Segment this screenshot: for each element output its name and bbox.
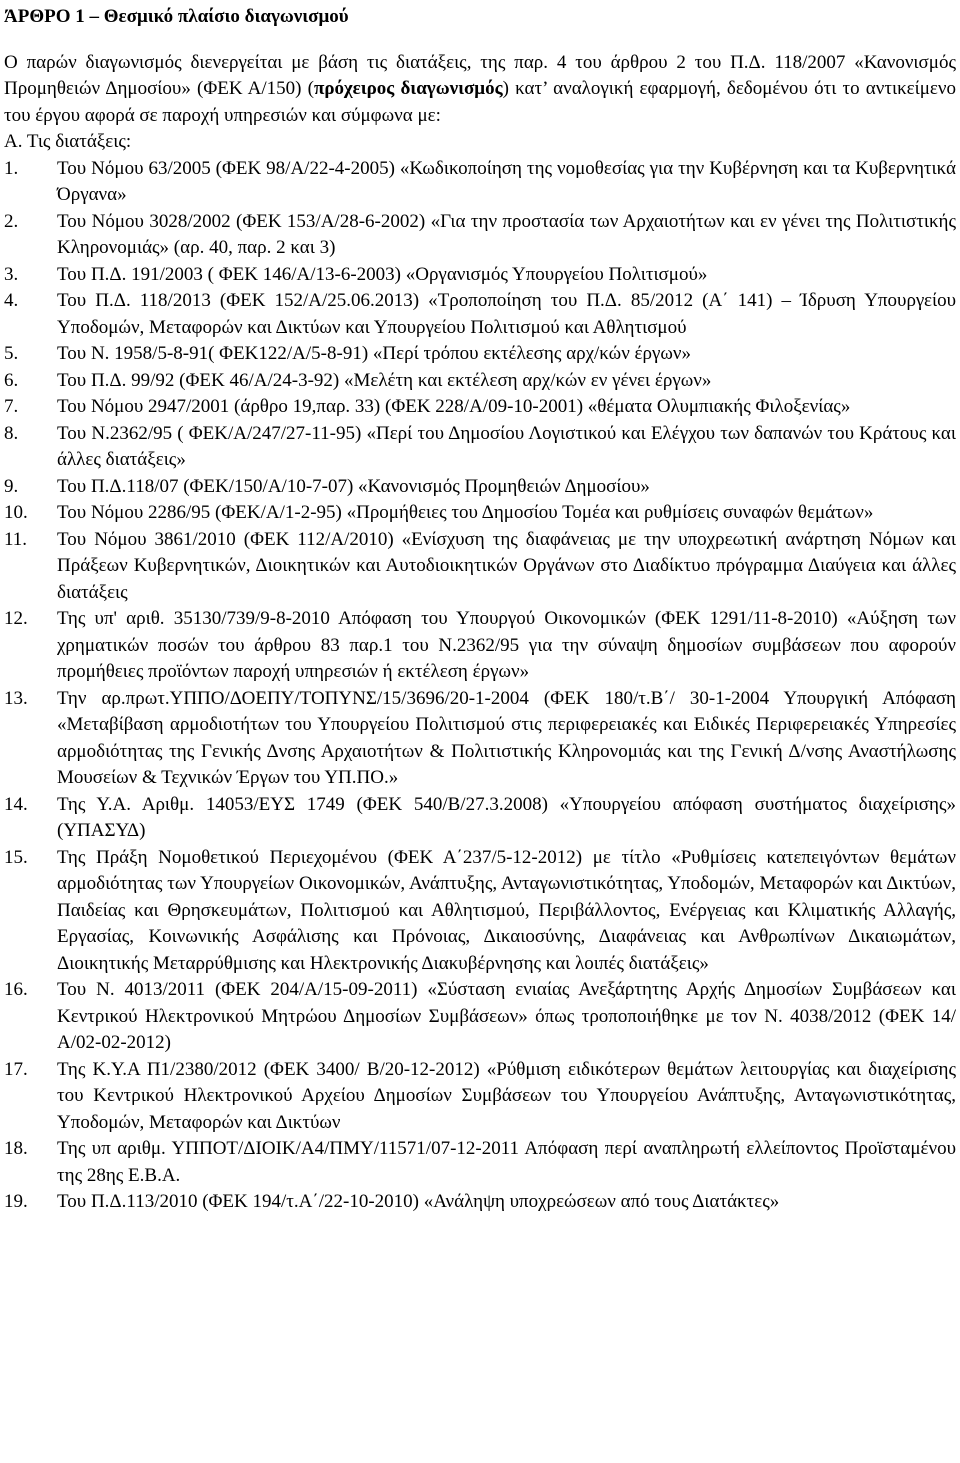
item-text: Του Ν.2362/95 ( ΦΕΚ/Α/247/27-11-95) «Περί του Δημοσίου Λογιστικού και Ελέγχου των δαπανών του Κράτους και άλλες διατάξεις» <box>57 422 956 470</box>
intro-bold-text: πρόχειρος διαγωνισμός <box>313 78 503 99</box>
item-number: 4. <box>4 290 19 311</box>
list-item <box>4 792 956 845</box>
list-item <box>4 262 956 289</box>
item-number: 1. <box>4 157 19 179</box>
item-number: 14. <box>4 793 28 815</box>
list-item <box>4 606 956 686</box>
item-text: Της υπ αριθμ. ΥΠΠΟΤ/ΔΙΟΙΚ/Α4/ΠΜΥ/11571/07-12-2011 Απόφαση περί αναπληρωτή ελλείποντος Προϊσταμένου της 28ης Ε.Β.Α. <box>57 1138 956 1186</box>
list-item <box>4 686 956 792</box>
item-text: Του Π.Δ.113/2010 (ΦΕΚ 194/τ.Α΄/22-10-2010) «Ανάληψη υποχρεώσεων από τους Διατάκτες» <box>57 1191 780 1212</box>
list-item <box>4 421 956 474</box>
list-item <box>4 368 956 395</box>
list-item <box>4 288 956 341</box>
item-number: 6. <box>4 369 19 391</box>
item-number: 16. <box>4 979 28 1000</box>
item-text: Του Ν. 4013/2011 (ΦΕΚ 204/Α/15-09-2011) «Σύσταση ενιαίας Ανεξάρτητης Αρχής Δημοσίων Συμβάσεων και Κεντρικού Ηλεκτρονικού Μητρώου Δημοσίων Συμβάσεων» όπως τροποποιήθηκε με τον Ν. 4038/2012 (ΦΕΚ 14/Α/02-02-2012) <box>57 979 956 1053</box>
item-text: Του Π.Δ.118/07 (ΦΕΚ/150/Α/10-7-07) «Κανονισμός Προμηθειών Δημοσίου» <box>57 475 650 497</box>
item-number: 15. <box>4 846 28 868</box>
item-number: 11. <box>4 528 28 550</box>
item-number: 19. <box>4 1191 28 1212</box>
provisions-list <box>4 156 956 1216</box>
intro-paragraph <box>4 50 956 130</box>
item-text: Την αρ.πρωτ.ΥΠΠΟ/ΔΟΕΠΥ/ΤΟΠΥΝΣ/15/3696/20-1-2004 (ΦΕΚ 180/τ.Β΄/ 30-1-2004 Υπουργική Απόφαση «Μεταβίβαση αρμοδιοτήτων του Υπουργείου Πολιτισμού στις περιφερειακές και Ειδικές Περιφερειακές Υπηρεσίες αρμοδιότητας της Γενικής Δνσης Αρχαιοτήτων & Πολιτιστικής Κληρονομιάς και της Γενική Δ/νσης Αναστήλωσης Μουσείων & Τεχνικών Έργων του ΥΠ.ΠΟ.» <box>57 687 956 788</box>
item-text: Του Νόμου 63/2005 (ΦΕΚ 98/Α/22-4-2005) «Κωδικοποίηση της νομοθεσίας για την Κυβέρνηση και τα Κυβερνητικά Όργανα» <box>57 157 956 205</box>
item-text: Του Π.Δ. 99/92 (ΦΕΚ 46/Α/24-3-92) «Μελέτη και εκτέλεση αρχ/κών εν γένει έργων» <box>57 369 712 391</box>
item-number: 7. <box>4 396 19 417</box>
item-number: 3. <box>4 263 19 285</box>
item-text: Του Ν. 1958/5-8-91( ΦΕΚ122/Α/5-8-91) «Περί τρόπου εκτέλεσης αρχ/κών έργων» <box>57 343 691 364</box>
item-number: 8. <box>4 422 19 444</box>
item-number: 2. <box>4 210 19 232</box>
list-item <box>4 977 956 1057</box>
item-number: 18. <box>4 1138 28 1159</box>
item-text: Του Νόμου 3861/2010 (ΦΕΚ 112/Α/2010) «Ενίσχυση της διαφάνειας με την υποχρεωτική ανάρτηση Νόμων και Πράξεων Κυβερνητικών, Διοικητικών και Αυτοδιοικητικών Οργάνων στο Διαδίκτυο πρόγραμμα Διαύγεια και άλλες διατάξεις <box>57 528 956 603</box>
list-item <box>4 1057 956 1137</box>
item-text: Του Νόμου 3028/2002 (ΦΕΚ 153/Α/28-6-2002) «Για την προστασία των Αρχαιοτήτων και εν γένει της Πολιτιστικής Κληρονομιάς» (αρ. 40, παρ. 2 και 3) <box>57 210 956 258</box>
item-number: 9. <box>4 475 19 497</box>
list-item <box>4 845 956 978</box>
list-item <box>4 527 956 607</box>
item-text: Του Νόμου 2286/95 (ΦΕΚ/Α/1-2-95) «Προμήθειες του Δημοσίου Τομέα και ρυθμίσεις συναφών θεμάτων» <box>57 502 874 523</box>
intro-text-after: ) κατ’ αναλογική εφαρμογή, δεδομένου ότι το αντικείμενο του έργου αφορά σε παροχή υπηρεσιών και σύμφωνα με: <box>4 78 956 126</box>
item-text: Της Κ.Υ.Α Π1/2380/2012 (ΦΕΚ 3400/ Β/20-12-2012) «Ρύθμιση ειδικότερων θεμάτων λειτουργίας και διαχείρισης του Κεντρικού Ηλεκτρονικού Αρχείου Δημοσίων Συμβάσεων του Υπουργείου Ανάπτυξης, Ανταγωνιστικότητας, Υποδομών, Μεταφορών και Δικτύων <box>57 1058 956 1133</box>
item-number: 5. <box>4 343 19 364</box>
item-number: 10. <box>4 502 28 523</box>
provisions-subheading: Α. Τις διατάξεις: <box>4 131 132 152</box>
item-number: 12. <box>4 608 28 629</box>
item-text: Της Υ.Α. Αριθμ. 14053/ΕΥΣ 1749 (ΦΕΚ 540/Β/27.3.2008) «Υπουργείου απόφαση συστήματος διαχείρισης» (ΥΠΑΣΥΔ) <box>57 793 956 841</box>
list-item <box>4 156 956 209</box>
item-number: 13. <box>4 687 28 709</box>
item-text: Της υπ' αριθ. 35130/739/9-8-2010 Απόφαση του Υπουργού Οικονομικών (ΦΕΚ 1291/11-8-2010) «Αύξηση των χρηματικών ποσών του άρθρου 83 παρ.1 του Ν.2362/95 για την σύναψη δημοσίων συμβάσεων που αφορούν προμήθειες προϊόντων παροχή υπηρεσιών ή εκτέλεση έργων» <box>57 608 956 682</box>
list-item <box>4 474 956 501</box>
item-text: Του Π.Δ. 118/2013 (ΦΕΚ 152/Α/25.06.2013) «Τροποποίηση του Π.Δ. 85/2012 (Α΄ 141) – Ίδρυση Υπουργείου Υποδομών, Μεταφορών και Δικτύων και Υπουργείου Πολιτισμού και Αθλητισμού <box>57 290 956 338</box>
list-item <box>4 500 956 527</box>
list-item <box>4 209 956 262</box>
item-text: Του Π.Δ. 191/2003 ( ΦΕΚ 146/Α/13-6-2003) «Οργανισμός Υπουργείου Πολιτισμού» <box>57 263 708 285</box>
article-heading: ΆΡΘΡΟ 1 – Θεσμικό πλαίσιο διαγωνισμού <box>4 6 349 27</box>
intro-text-before: Ο παρών διαγωνισμός διενεργείται με βάση τις διατάξεις, της παρ. 4 του άρθρου 2 του Π.Δ. 118/2007 «Κανονισμός Προμηθειών Δημοσίου» (ΦΕΚ Α/150) ( <box>4 51 956 99</box>
list-item <box>4 341 956 368</box>
list-item <box>4 394 956 421</box>
list-item <box>4 1136 956 1189</box>
list-item <box>4 1189 956 1216</box>
item-number: 17. <box>4 1058 28 1080</box>
item-text: Της Πράξη Νομοθετικού Περιεχομένου (ΦΕΚ Α΄237/5-12-2012) με τίτλο «Ρυθμίσεις κατεπειγόντων θεμάτων αρμοδιότητας των Υπουργείων Οικονομικών, Ανάπτυξης, Ανταγωνιστικότητας, Υποδομών, Μεταφορών και Δικτύων, Παιδείας και Θρησκευμάτων, Πολιτισμού και Αθλητισμού, Περιβάλλοντος, Ενέργειας και Κλιματικής Αλλαγής, Εργασίας, Κοινωνικής Ασφάλισης και Πρόνοιας, Δικαιοσύνης, Διαφάνειας και Ανθρωπίνων Δικαιωμάτων, Διοικητικής Μεταρρύθμισης και Ηλεκτρονικής Διακυβέρνησης και λοιπές διατάξεις» <box>57 846 956 974</box>
item-text: Του Νόμου 2947/2001 (άρθρο 19,παρ. 33) (ΦΕΚ 228/Α/09-10-2001) «θέματα Ολυμπιακής Φιλοξενίας» <box>57 396 851 417</box>
